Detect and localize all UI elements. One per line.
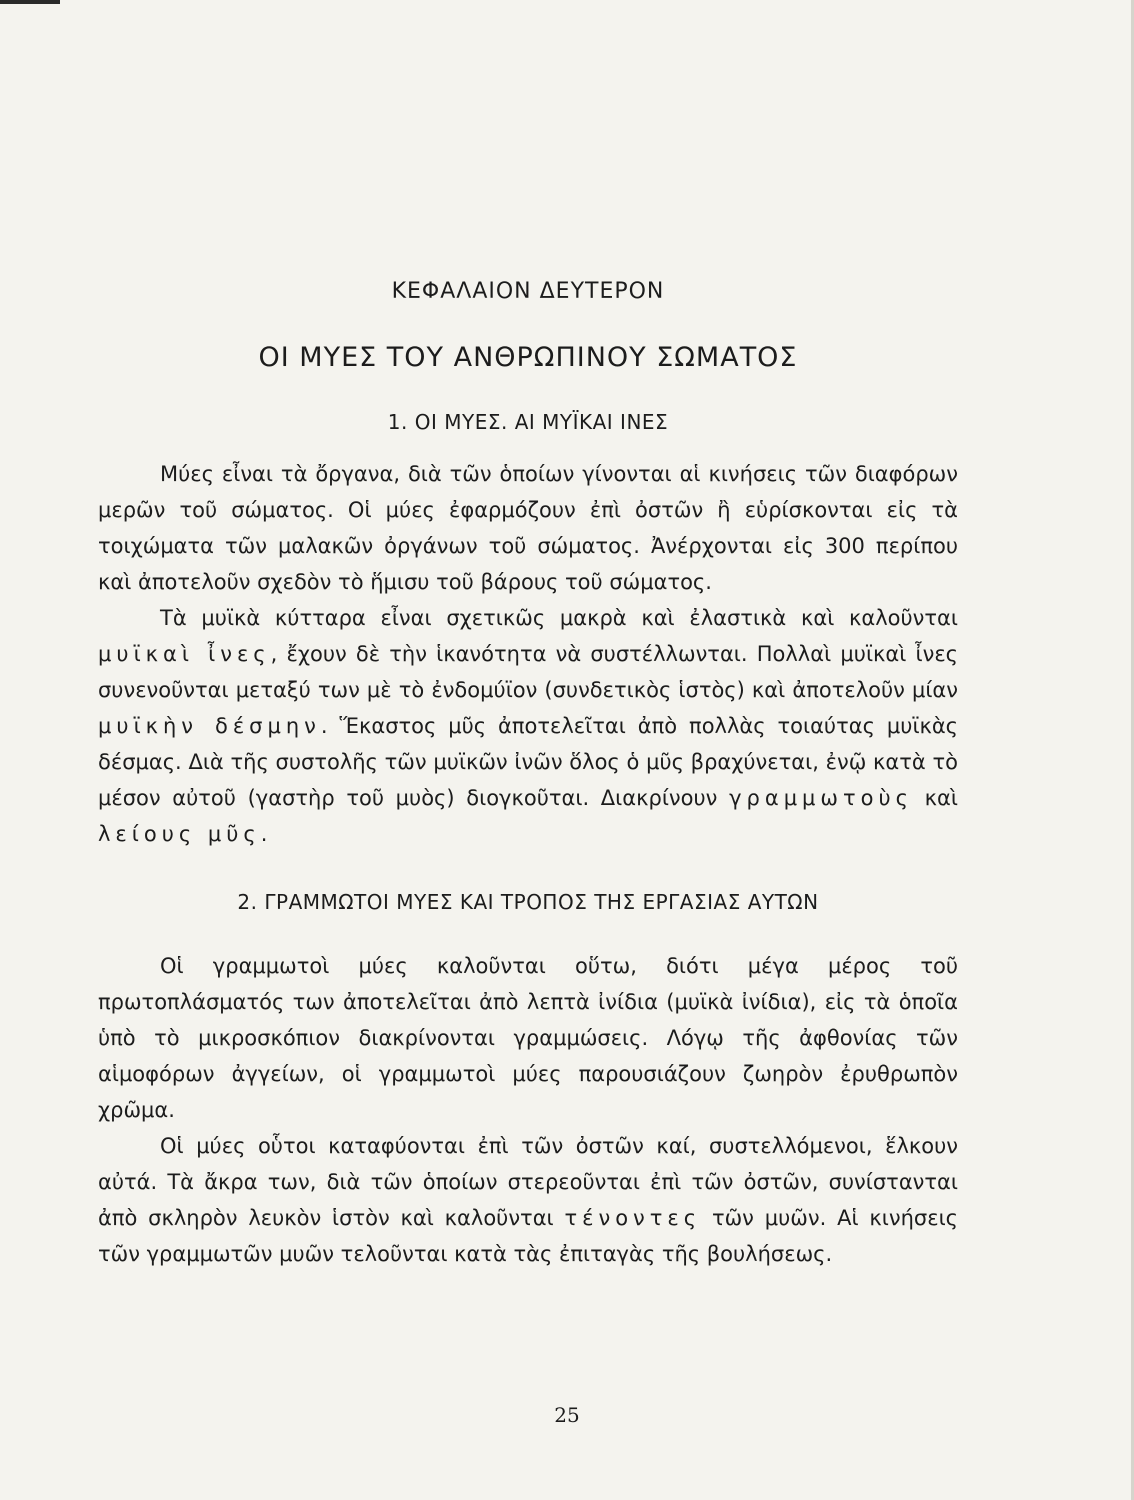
section-1-paragraph-1: Μύες εἶναι τὰ ὄργανα, διὰ τῶν ὁποίων γίνονται αἱ κινήσεις τῶν διαφόρων μερῶν τοῦ σώματος. Οἱ μύες ἐφαρμόζουν ἐπὶ ὀστῶν ἢ εὑρίσκονται εἰς τὰ τοιχώματα τῶν μαλακῶν ὀργάνων τοῦ σώματος. Ἀνέρχονται εἰς 300 περίπου καὶ ἀποτελοῦν σχεδὸν τὸ ἥμισυ τοῦ βάρους τοῦ σώματος. <box>98 462 958 594</box>
section-1-paragraph-2 <box>98 600 958 852</box>
page-body <box>98 276 958 1272</box>
section-2-heading: 2. ΓΡΑΜΜΩΤΟΙ ΜΥΕΣ ΚΑΙ ΤΡΟΠΟΣ ΤΗΣ ΕΡΓΑΣΙΑΣ ΑΥΤΩΝ <box>237 890 819 914</box>
term-muscle-fibers: μυϊκαὶ ἶνες <box>98 642 271 666</box>
text-run: . Ἕκαστος μῦς ἀποτελεῖται ἀπὸ πολλὰς τοιαύτας μυϊκὰς δέσμας. Διὰ τῆς συστολῆς τῶν μυϊκῶν ἰνῶν ὅλος ὁ μῦς βραχύνεται, ἐνῷ κατὰ τὸ μέσον αὐτοῦ (γαστὴρ τοῦ μυὸς) διογκοῦται. Διακρίνουν <box>98 714 958 810</box>
term-smooth-muscles: λείους μῦς <box>98 822 261 846</box>
chapter-title: ΟΙ ΜΥΕΣ ΤΟΥ ΑΝΘΡΩΠΙΝΟΥ ΣΩΜΑΤΟΣ <box>258 342 798 373</box>
term-muscle-bundle: μυϊκὴν δέσμην <box>98 714 321 738</box>
term-striated: γραμμωτοὺς <box>729 786 913 810</box>
text-run: , ἔχουν δὲ τὴν ἱκανότητα νὰ συστέλλωνται. Πολλαὶ μυϊκαὶ ἶνες συνενοῦνται μεταξύ των μὲ τὸ ἐνδομύϊον (συνδετικὸς ἱστὸς) καὶ ἀποτελοῦν μίαν <box>98 642 958 702</box>
section-2-paragraph-2 <box>98 1128 958 1272</box>
section-1-heading: 1. ΟΙ ΜΥΕΣ. ΑΙ ΜΥΪΚΑΙ ΙΝΕΣ <box>387 410 669 434</box>
section-2-paragraph-1: Οἱ γραμμωτοὶ μύες καλοῦνται οὕτω, διότι μέγα μέρος τοῦ πρωτοπλάσματός των ἀποτελεῖται ἀπὸ λεπτὰ ἰνίδια (μυϊκὰ ἰνίδια), εἰς τὰ ὁποῖα ὑπὸ τὸ μικροσκόπιον διακρίνονται γραμμώσεις. Λόγῳ τῆς ἀφθονίας τῶν αἱμοφόρων ἀγγείων, οἱ γραμμωτοὶ μύες παρουσιάζουν ζωηρὸν ἐρυθρωπὸν χρῶμα. <box>98 954 958 1122</box>
term-tendons: τένοντες <box>564 1206 702 1230</box>
text-run: Τὰ μυϊκὰ κύτταρα εἶναι σχετικῶς μακρὰ καὶ ἐλαστικὰ καὶ καλοῦνται <box>160 606 958 630</box>
scan-edge-mark <box>0 0 60 4</box>
text-run: τῶν μυῶν. Αἱ κινήσεις τῶν γραμμωτῶν μυῶν τελοῦνται κατὰ τὰς ἐπιταγὰς τῆς βουλήσεως. <box>98 1206 958 1266</box>
text-run: Οἱ μύες οὗτοι καταφύονται ἐπὶ τῶν ὀστῶν καί, συστελλόμενοι, ἕλκουν αὐτά. Τὰ ἄκρα των, διὰ τῶν ὁποίων στερεοῦνται ἐπὶ τῶν ὀστῶν, συνίστανται ἀπὸ σκληρὸν λευκὸν ἱστὸν καὶ καλοῦνται <box>98 1134 958 1230</box>
text-run: καὶ <box>924 786 958 810</box>
page-number: 25 <box>554 1403 580 1427</box>
text-run: . <box>260 822 268 846</box>
chapter-label: ΚΕΦΑΛΑΙΟΝ ΔΕΥΤΕΡΟΝ <box>391 279 665 304</box>
